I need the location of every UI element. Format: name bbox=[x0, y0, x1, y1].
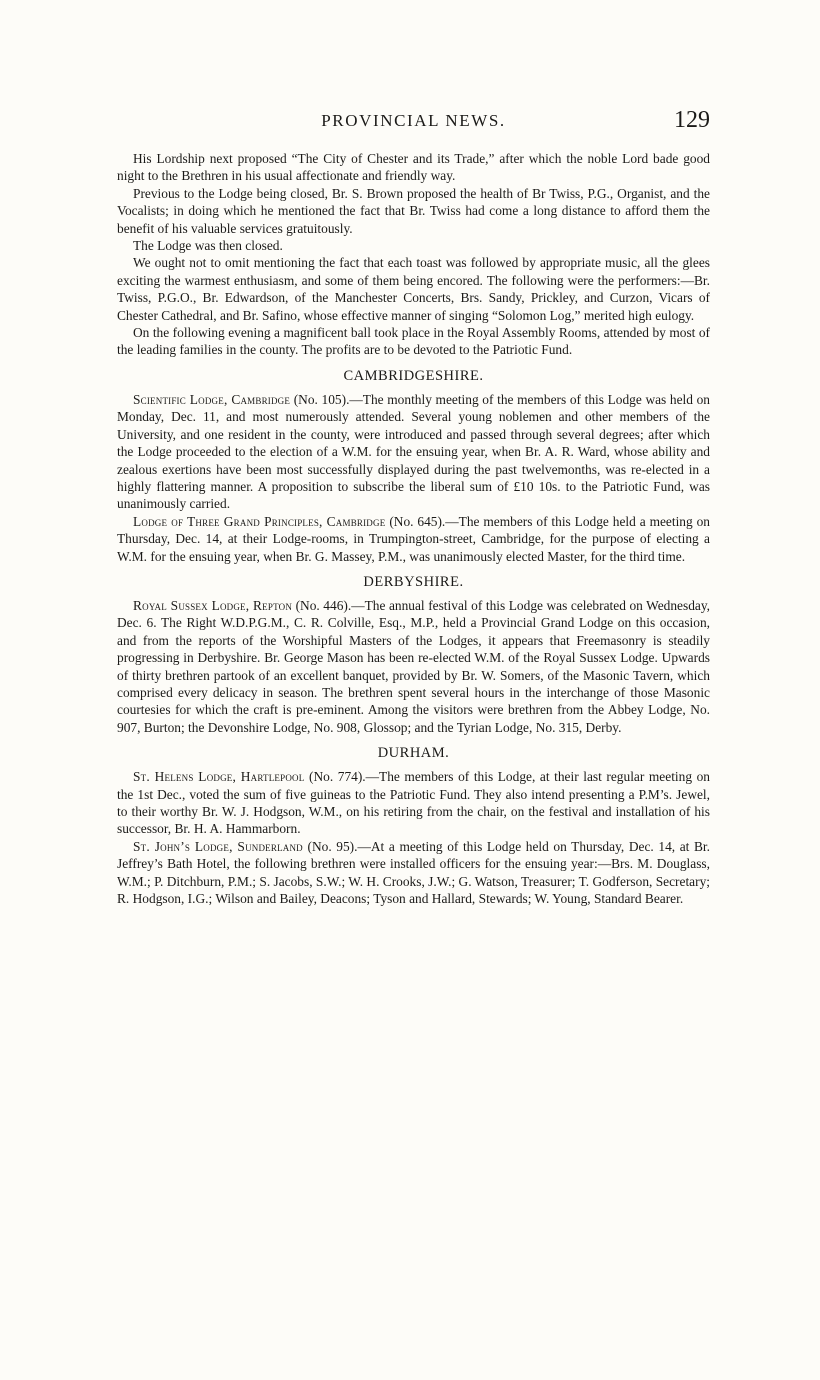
paragraph: Previous to the Lodge being closed, Br. S. Brown proposed the health of Br Twiss, P.G., Organist, and the Vocalists; in doing which he mentioned the fact that Br. Twiss had come a long distance to afford them the benefit of his valuable services gratuitously. bbox=[117, 185, 710, 236]
paragraph-text: (No. 105).—The monthly meeting of the members of this Lodge was held on Monday, Dec. 11, and most numerously attended. Several young noblemen and other members of the University, and one resident in the county, were introduced and passed through several degrees; after which the Lodge proceeded to the election of a W.M. for the ensuing year, when Br. A. R. Ward, whose ability and zealous exertions have been most successfully displayed during the past twelvemonths, was re-elected in a highly flattering manner. A proposition to subscribe the liberal sum of £10 10s. to the Patriotic Fund, was unanimously carried. bbox=[117, 391, 710, 512]
paragraph bbox=[117, 838, 710, 908]
running-title: PROVINCIAL NEWS. bbox=[321, 111, 506, 130]
paragraph: His Lordship next proposed “The City of Chester and its Trade,” after which the noble Lord bade good night to the Brethren in his usual affectionate and friendly way. bbox=[117, 151, 710, 184]
paragraph bbox=[117, 768, 710, 838]
paragraph bbox=[117, 391, 710, 513]
paragraph: The Lodge was then closed. bbox=[133, 238, 283, 254]
section-heading-derbyshire: DERBYSHIRE. bbox=[363, 573, 464, 590]
paragraph bbox=[117, 513, 710, 565]
paragraph bbox=[117, 597, 710, 736]
article-body bbox=[117, 150, 710, 907]
page-header bbox=[117, 96, 710, 146]
lodge-name: Scientific Lodge, Cambridge bbox=[133, 391, 291, 407]
lodge-name: Lodge of Three Grand Principles, Cambridge bbox=[133, 513, 386, 529]
lodge-name: St. John’s Lodge, Sunderland bbox=[133, 838, 303, 854]
section-heading-durham: DURHAM. bbox=[377, 745, 450, 762]
lodge-name: St. Helens Lodge, Hartlepool bbox=[133, 769, 305, 785]
section-heading-cambridgeshire: CAMBRIDGESHIRE. bbox=[343, 367, 484, 384]
paragraph-text: (No. 774).—The members of this Lodge, at their last regular meeting on the 1st Dec., voted the sum of five guineas to the Patriotic Fund. They also intend presenting a P.M’s. Jewel, to their worthy Br. W. J. Hodgson, W.M., on his retiring from the chair, on the festival and installation of his successor, Br. H. A. Hammarborn. bbox=[117, 769, 710, 837]
paragraph-text: (No. 645).—The members of this Lodge held a meeting on Thursday, Dec. 14, at their Lodge-rooms, in Trumpington-street, Cambridge, for the purpose of electing a W.M. for the ensuing year, when Br. G. Massey, P.M., was unanimously elected Master, for the third time. bbox=[117, 513, 710, 564]
lodge-name: Royal Sussex Lodge, Repton bbox=[133, 597, 293, 613]
page bbox=[0, 96, 820, 1380]
paragraph: We ought not to omit mentioning the fact that each toast was followed by appropriate music, all the glees exciting the warmest enthusiasm, and some of them being encored. The following were the performers:—Br. Twiss, P.G.O., Br. Edwardson, of the Manchester Concerts, Brs. Sandy, Prickley, and Curzon, Vicars of Chester Cathedral, and Br. Safino, whose effective manner of singing “Solomon Log,” merited high eulogy. bbox=[117, 255, 710, 323]
paragraph-text: (No. 95).—At a meeting of this Lodge held on Thursday, Dec. 14, at Br. Jeffrey’s Bath Hotel, the following brethren were installed officers for the ensuing year:—Brs. M. Douglass, W.M.; P. Ditchburn, P.M.; S. Jacobs, S.W.; W. H. Crooks, J.W.; G. Watson, Treasurer; T. Godferson, Secretary; R. Hodgson, I.G.; Wilson and Bailey, Deacons; Tyson and Hallard, Stewards; W. Young, Standard Bearer. bbox=[117, 838, 711, 907]
paragraph-text: (No. 446).—The annual festival of this Lodge was celebrated on Wednesday, Dec. 6. The Right W.D.P.G.M., C. R. Colville, Esq., M.P., held a Provincial Grand Lodge on this occasion, and from the reports of the Worshipful Masters of the Lodges, it appears that Freemasonry is steadily progressing in Derbyshire. Br. George Mason has been re-elected W.M. of the Royal Sussex Lodge. Upwards of thirty brethren partook of an excellent banquet, provided by Br. W. Somers, of the Masonic Tavern, which comprised every delicacy in season. The brethren spent several hours in the interchange of those Masonic courtesies for which the craft is pre-eminent. Among the visitors were brethren from the Abbey Lodge, No. 907, Burton; the Devonshire Lodge, No. 908, Glossop; and the Tyrian Lodge, No. 315, Derby. bbox=[117, 597, 711, 735]
page-number: 129 bbox=[674, 107, 710, 133]
paragraph: On the following evening a magnificent ball took place in the Royal Assembly Rooms, attended by most of the leading families in the county. The profits are to be devoted to the Patriotic Fund. bbox=[117, 325, 710, 358]
